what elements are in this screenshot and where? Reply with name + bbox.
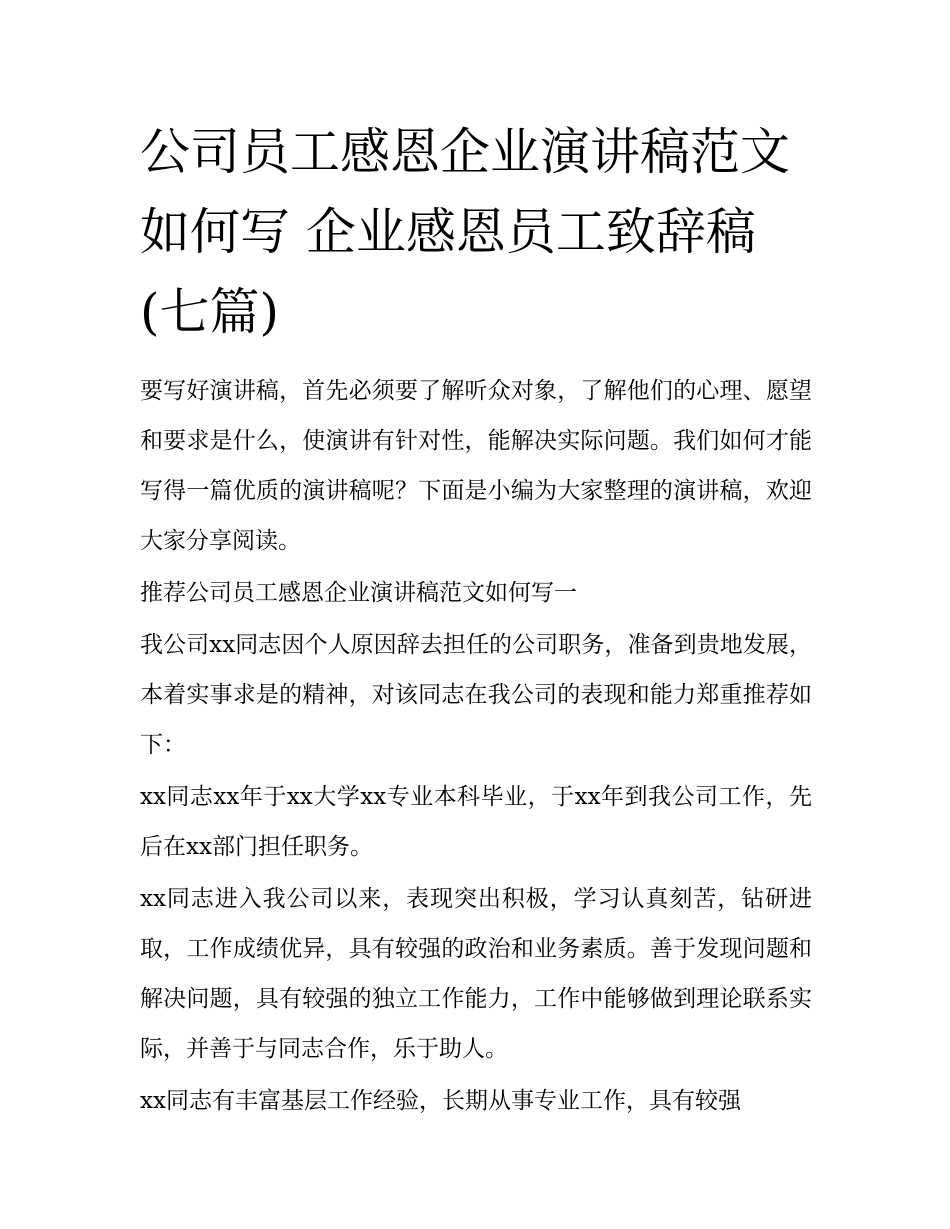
intro-paragraph: 要写好演讲稿，首先必须要了解听众对象，了解他们的心理、愿望和要求是什么，使演讲有针对性，能解决实际问题。我们如何才能写得一篇优质的演讲稿呢？下面是小编为大家整理的演讲稿，欢迎大家分享阅读。 bbox=[140, 378, 812, 554]
document-title: 公司员工感恩企业演讲稿范文如何写 企业感恩员工致辞稿(七篇) bbox=[140, 123, 790, 341]
document-body bbox=[140, 366, 812, 1126]
section-heading: 推荐公司员工感恩企业演讲稿范文如何写一 bbox=[140, 580, 577, 606]
document-content bbox=[140, 112, 812, 1128]
body-paragraph: xx同志xx年于xx大学xx专业本科毕业，于xx年到我公司工作，先后在xx部门担任职务。 bbox=[140, 784, 812, 860]
body-paragraph: xx同志有丰富基层工作经验，长期从事专业工作，具有较强 bbox=[140, 1088, 741, 1114]
body-paragraph: xx同志进入我公司以来，表现突出积极，学习认真刻苦，钻研进取，工作成绩优异，具有较强的政治和业务素质。善于发现问题和解决问题，具有较强的独立工作能力，工作中能够做到理论联系实际，并善于与同志合作，乐于助人。 bbox=[140, 886, 812, 1062]
body-paragraph: 我公司xx同志因个人原因辞去担任的公司职务，准备到贵地发展，本着实事求是的精神，对该同志在我公司的表现和能力郑重推荐如下： bbox=[140, 632, 812, 758]
